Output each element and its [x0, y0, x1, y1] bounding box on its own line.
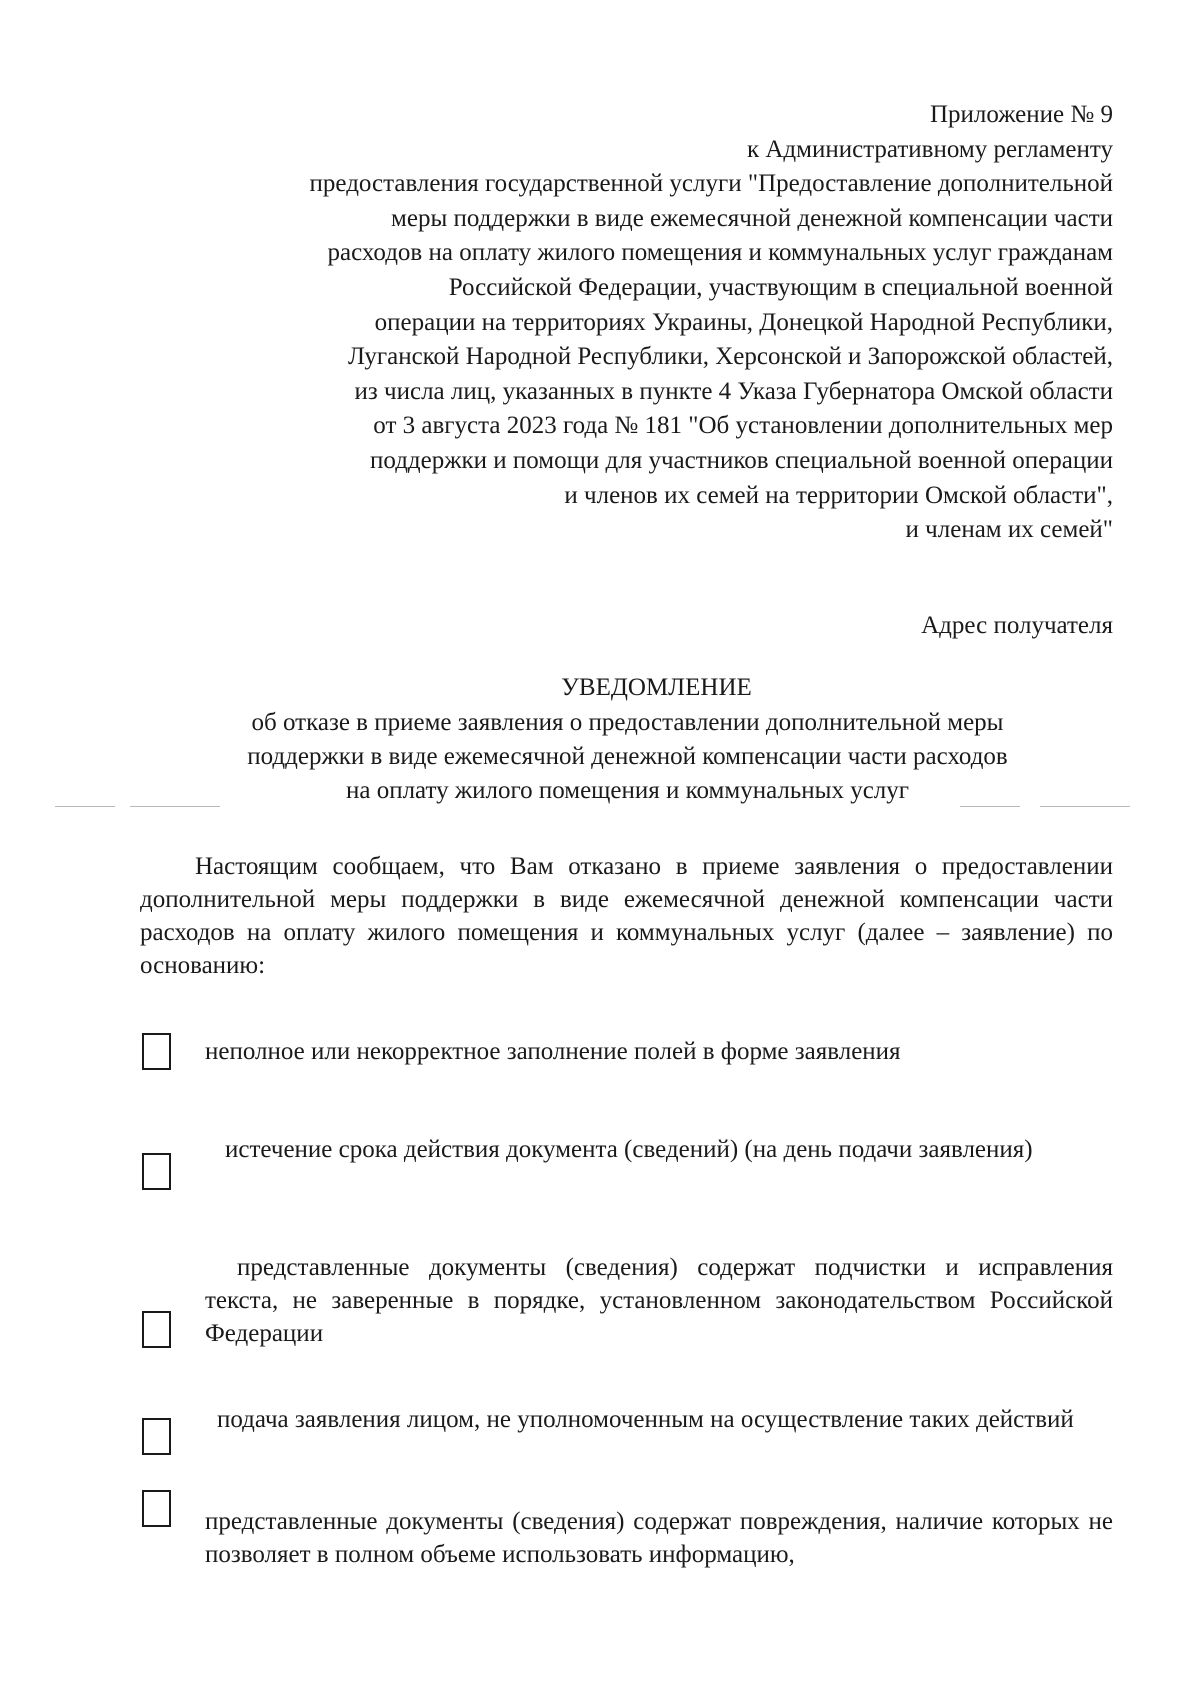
reason-text-3: представленные документы (сведения) содержат подчистки и исправления текста, не заверенные в порядке, установленном законодательством Российской Федерации — [205, 1254, 1113, 1347]
header-line: поддержки и помощи для участников специальной военной операции — [370, 446, 1113, 474]
header-line: предоставления государственной услуги "Предоставление дополнительной — [309, 170, 1113, 198]
header-line: от 3 августа 2023 года № 181 "Об установлении дополнительных мер — [373, 412, 1113, 440]
header-line: Луганской Народной Республики, Херсонской и Запорожской областей, — [348, 343, 1113, 371]
header-line: Российской Федерации, участвующим в специальной военной — [448, 273, 1113, 301]
notice-title: УВЕДОМЛЕНИЕ — [561, 674, 752, 701]
header-line: к Административному регламенту — [746, 135, 1113, 163]
scan-artifact — [55, 806, 115, 807]
reason-text-1: неполное или некорректное заполнение полей в форме заявления — [205, 1038, 901, 1065]
reason-checkbox-5[interactable] — [142, 1490, 171, 1527]
reason-checkbox-3[interactable] — [142, 1311, 171, 1348]
appendix-header — [140, 98, 1113, 548]
header-line: меры поддержки в виде ежемесячной денежной компенсации части — [391, 204, 1113, 232]
header-line: из числа лиц, указанных в пункте 4 Указа Губернатора Омской области — [354, 377, 1113, 405]
subtitle-line: на оплату жилого помещения и коммунальных услуг — [345, 777, 910, 804]
reason-checkbox-4[interactable] — [142, 1418, 171, 1455]
subtitle-line: об отказе в приеме заявления о предоставлении дополнительной меры — [251, 709, 1004, 736]
reason-text-2: истечение срока действия документа (сведений) (на день подачи заявления) — [225, 1136, 1033, 1163]
reason-checkbox-1[interactable] — [142, 1033, 171, 1070]
header-line: и членам их семей" — [905, 516, 1113, 544]
reason-text-5: представленные документы (сведения) содержат повреждения, наличие которых не позволяет в полном объеме использовать информацию, — [205, 1508, 1113, 1568]
header-line: Приложение № 9 — [929, 101, 1113, 128]
notice-subtitle — [180, 706, 1075, 808]
header-line: и членов их семей на территории Омской области", — [564, 481, 1113, 509]
reason-checkbox-2[interactable] — [142, 1153, 171, 1190]
scan-artifact — [130, 806, 220, 807]
recipient-address-label: Адрес получателя — [921, 612, 1113, 639]
reason-text-4: подача заявления лицом, не уполномоченным на осуществление таких действий — [217, 1406, 1074, 1433]
header-line: расходов на оплату жилого помещения и коммунальных услуг гражданам — [327, 239, 1113, 267]
header-line: операции на территориях Украины, Донецкой Народной Республики, — [374, 308, 1113, 336]
scan-artifact — [960, 806, 1020, 807]
subtitle-line: поддержки в виде ежемесячной денежной компенсации части расходов — [247, 743, 1008, 770]
scan-artifact — [1040, 806, 1130, 807]
notice-intro-paragraph: Настоящим сообщаем, что Вам отказано в приеме заявления о предоставлении дополнительной меры поддержки в виде ежемесячной денежной компенсации части расходов на оплату жилого помещения и коммунальных услуг (далее – заявление) по основанию: — [140, 853, 1113, 979]
